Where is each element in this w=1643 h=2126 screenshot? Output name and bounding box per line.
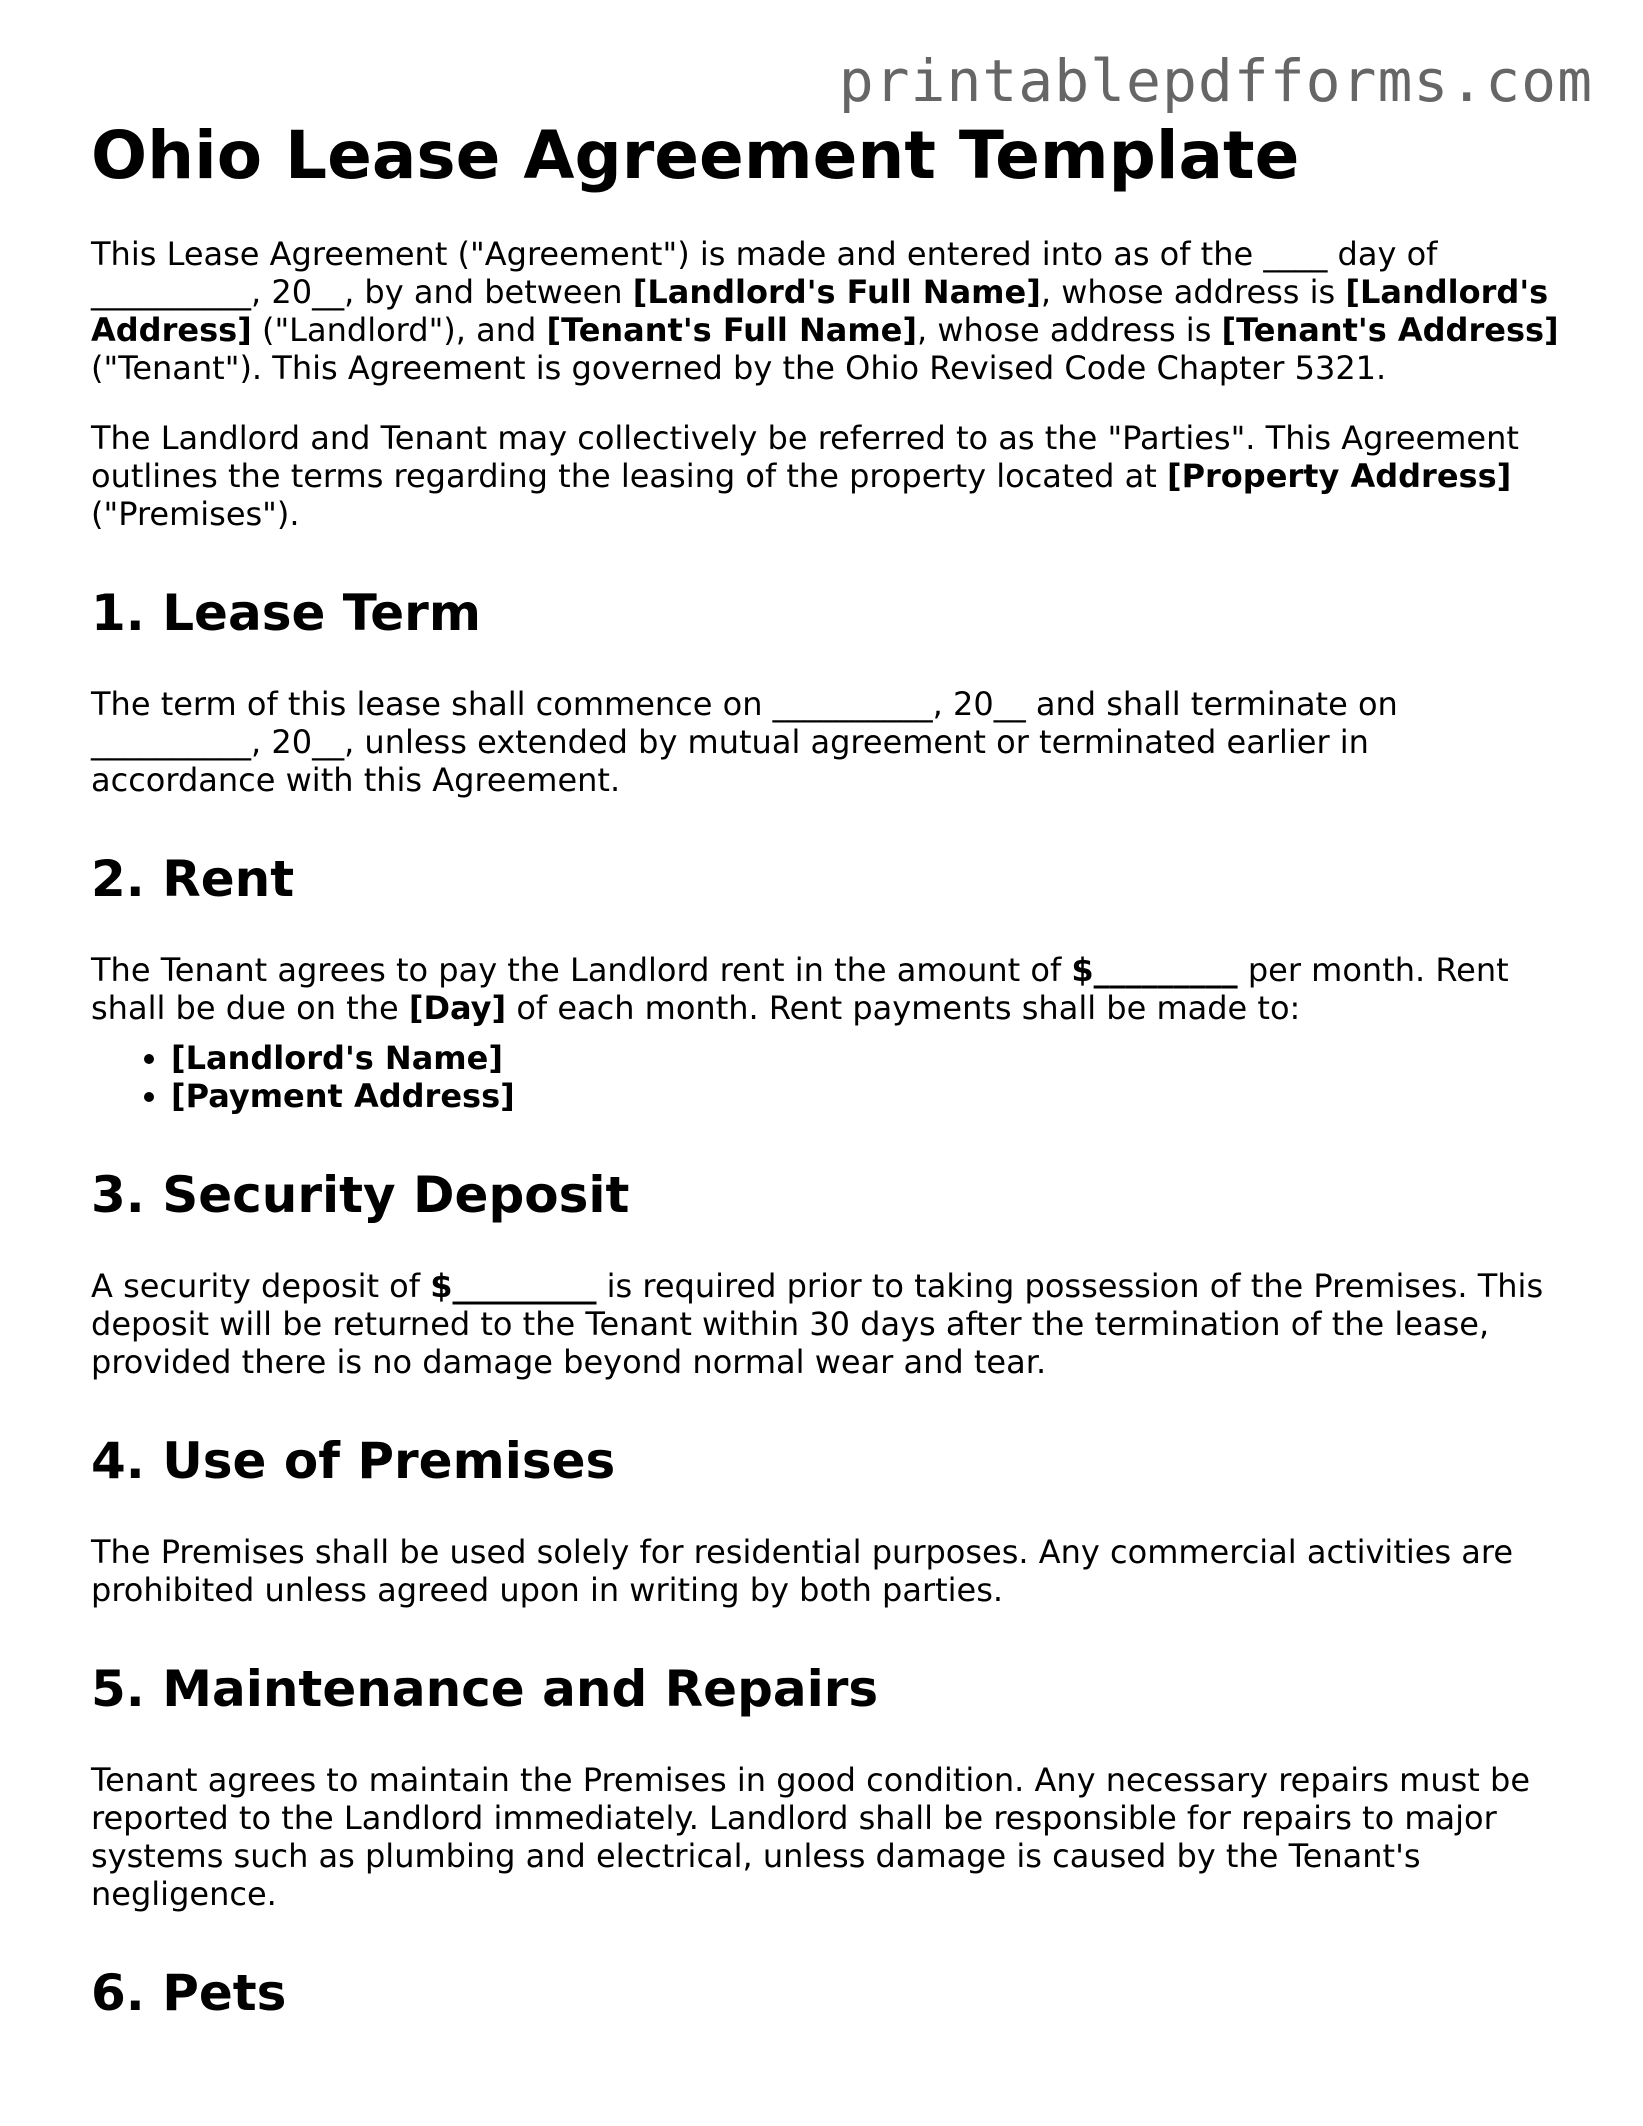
intro-text: ("Premises"). [91,495,300,534]
intro-paragraph-1 [91,235,1561,387]
section-heading-use-of-premises: 4. Use of Premises [91,1432,616,1491]
section-heading-lease-term: 1. Lease Term [91,584,481,643]
rent-text: The Tenant agrees to pay the Landlord rent in the amount of [91,951,1072,990]
section-heading-security-deposit: 3. Security Deposit [91,1166,630,1225]
payment-recipient-list [91,1039,1561,1115]
intro-text: This Lease Agreement ("Agreement") is made and entered into as of the ____ day of __________, 20__, by and between [91,235,1438,312]
section-heading-pets: 6. Pets [91,1964,287,2023]
deposit-amount-placeholder: $_________ [430,1267,597,1306]
rent-text: of each month. Rent payments shall be made to: [506,989,1301,1028]
intro-text: ("Tenant"). This Agreement is governed by the Ohio Revised Code Chapter 5321. [91,349,1387,388]
landlord-address-placeholder: [Landlord's Address] [91,273,1549,350]
landlord-name-placeholder: [Landlord's Full Name] [632,273,1041,312]
intro-text: , whose address is [1040,273,1346,312]
section-body-security-deposit [91,1267,1561,1381]
intro-text: The Landlord and Tenant may collectively be referred to as the "Parties". This Agreement outlines the terms regarding the leasing of the property located at [91,419,1519,496]
site-watermark: printablepdfforms.com [838,47,1593,115]
rent-text: per month. Rent shall be due on the [91,951,1509,1028]
section-heading-maintenance: 5. Maintenance and Repairs [91,1660,879,1719]
tenant-name-placeholder: [Tenant's Full Name] [546,311,917,350]
section-heading-rent: 2. Rent [91,850,295,909]
deposit-text: is required prior to taking possession of the Premises. This deposit will be returned to the Tenant within 30 days after the termination of the lease, provided there is no damage beyond normal wear and tear. [91,1267,1544,1382]
rent-day-placeholder: [Day] [408,989,507,1028]
section-body-rent [91,951,1561,1027]
section-body-lease-term: The term of this lease shall commence on __________, 20__ and shall terminate on __________, 20__, unless extended by mutual agreement or terminated earlier in accordance with this Agreement. [91,685,1398,800]
deposit-text: A security deposit of [91,1267,431,1306]
list-item: • [Payment Address] [171,1077,1561,1115]
list-item: • [Landlord's Name] [171,1039,1561,1077]
property-address-placeholder: [Property Address] [1166,457,1512,496]
rent-amount-placeholder: $_________ [1071,951,1238,990]
document-page [91,116,1561,2065]
document-title: Ohio Lease Agreement Template [91,117,1300,194]
section-body-maintenance: Tenant agrees to maintain the Premises in good condition. Any necessary repairs must be reported to the Landlord immediately. Landlord shall be responsible for repairs to major systems such as plumbing and electrical, unless damage is caused by the Tenant's negligence. [91,1761,1530,1914]
intro-text: , whose address is [917,311,1222,350]
section-body-use-of-premises: The Premises shall be used solely for residential purposes. Any commercial activities are prohibited unless agreed upon in writing by both parties. [91,1533,1514,1610]
tenant-address-placeholder: [Tenant's Address] [1221,311,1559,350]
intro-text: ("Landlord"), and [251,311,547,350]
intro-paragraph-2 [91,419,1561,533]
